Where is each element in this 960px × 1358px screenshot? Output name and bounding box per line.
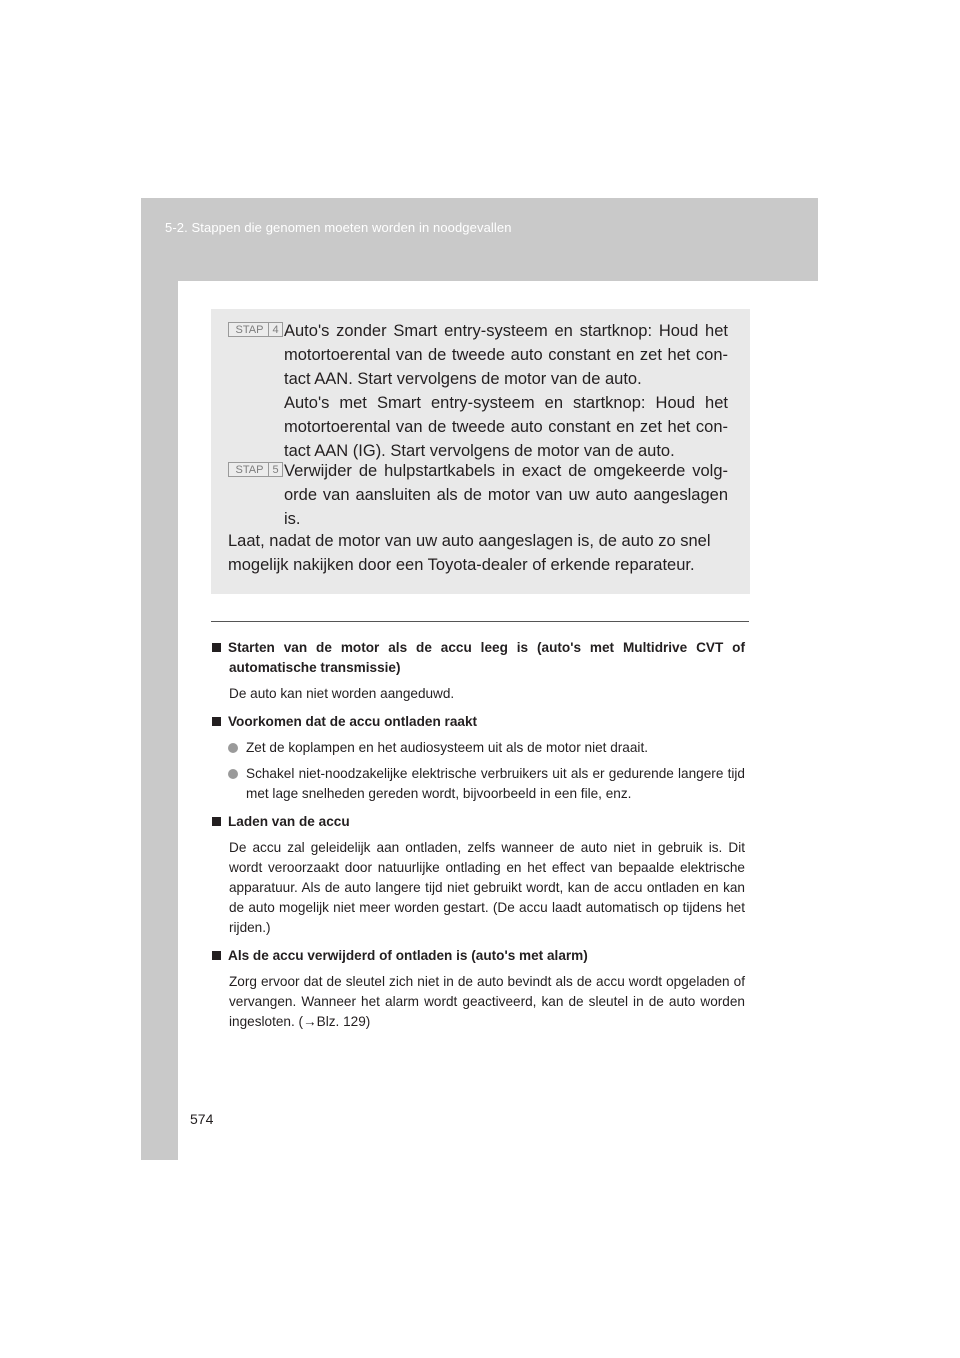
list-item-text: Zet de koplampen en het audiosysteem uit als de motor niet draait. (246, 740, 648, 755)
step-badge (228, 462, 283, 477)
section-text: De accu zal geleidelijk aan ontladen, zelfs wanneer de auto niet in gebruik is. Dit wordt veroorzaakt door natuurlijke ontlading en het effect van bepaalde elektrische apparatuur. Als de auto langere tijd niet gebruikt wordt, kan de accu ontladen en kan de auto mogelijk niet meer worden gestart. (De accu laadt automatisch op tijdens het rijden.) (229, 840, 745, 935)
section-heading (212, 946, 745, 966)
section-heading (212, 712, 745, 732)
section-text: Zorg ervoor dat de sleutel zich niet in de auto bevindt als de accu wordt opgeladen of vervangen. Wanneer het alarm wordt geactiveerd, kan de sleutel in de auto worden ingesloten. (→Blz. 129) (229, 974, 745, 1029)
section-heading (212, 812, 745, 832)
list-item-text: Schakel niet-noodzakelijke elektrische verbruikers uit als er gedurende langere tijd met lage snelheden gereden wordt, bijvoorbeeld in een file, enz. (246, 766, 745, 801)
header-band (141, 198, 818, 281)
step-badge-label: STAP (235, 324, 264, 336)
square-bullet-icon (212, 717, 221, 726)
box-note: Laat, nadat de motor van uw auto aangeslagen is, de auto zo snel mogelijk nakijken door een Toyota-dealer of erkende reparateur. (228, 532, 711, 574)
step-box (211, 309, 750, 594)
circle-bullet-icon (228, 769, 238, 779)
section-text: De auto kan niet worden aangeduwd. (229, 686, 455, 701)
step-badge-number: 4 (268, 323, 282, 336)
step-4 (228, 319, 728, 463)
side-strip (141, 281, 178, 1160)
list-item (212, 764, 745, 804)
notes-content (212, 638, 745, 1040)
step-paragraph: Verwijder de hulpstartkabels in exact de omgekeerde volg-orde van aansluiten als de motor van uw auto aangeslagen is. (284, 462, 728, 528)
divider-rule (211, 621, 749, 622)
step-text (284, 459, 728, 531)
square-bullet-icon (212, 643, 221, 652)
section-heading-text: Starten van de motor als de accu leeg is (auto's met Multidrive CVT of automatische transmissie) (228, 640, 745, 675)
square-bullet-icon (212, 951, 221, 960)
step-badge-number: 5 (268, 463, 282, 476)
step-paragraph: Auto's zonder Smart entry-systeem en startknop: Houd het motortoerental van de tweede auto constant en zet het con-tact AAN. Start vervolgens de motor van de auto. (284, 322, 728, 388)
square-bullet-icon (212, 817, 221, 826)
step-badge-label: STAP (235, 464, 264, 476)
page-number: 574 (190, 1111, 214, 1127)
step-5 (228, 459, 728, 531)
step-text (284, 319, 728, 463)
section-heading-text: Voorkomen dat de accu ontladen raakt (228, 714, 478, 729)
step-paragraph: Auto's met Smart entry-systeem en startknop: Houd het motortoerental van de tweede auto constant en zet het con-tact AAN (IG). Start vervolgens de motor van de auto. (284, 394, 728, 460)
list-item (212, 738, 745, 758)
section-heading-text: Laden van de accu (228, 814, 350, 829)
section-heading-text: Als de accu verwijderd of ontladen is (auto's met alarm) (228, 948, 588, 963)
section-heading (212, 638, 745, 678)
circle-bullet-icon (228, 743, 238, 753)
step-badge (228, 322, 283, 337)
section-title: 5-2. Stappen die genomen moeten worden in noodgevallen (165, 220, 512, 235)
